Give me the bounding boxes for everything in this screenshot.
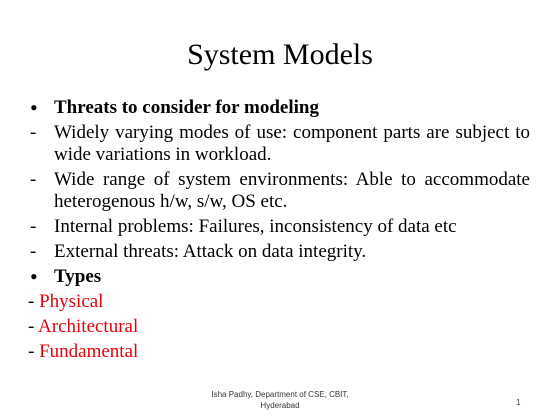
dash-marker: -	[28, 291, 40, 312]
page-number: 1	[516, 398, 521, 407]
bullet-marker: •	[30, 95, 38, 120]
list-item-text: External threats: Attack on data integrity.	[54, 241, 367, 262]
list-item-text: Widely varying modes of use: component parts are subject to wide variations in workload.	[54, 122, 530, 165]
content-list	[30, 97, 530, 366]
list-item-text: Threats to consider for modeling	[54, 97, 319, 118]
list-item	[28, 316, 530, 338]
list-item-text: Types	[54, 266, 102, 287]
list-item-text: Internal problems: Failures, inconsistency of data etc	[54, 216, 457, 237]
type-physical: Physical	[39, 291, 104, 312]
list-item-text: Wide range of system environments: Able to accommodate heterogenous h/w, s/w, OS etc.	[54, 169, 530, 212]
dash-marker: -	[30, 169, 37, 190]
slide-title: System Models	[187, 38, 373, 71]
slide-footer: Isha Padhy, Department of CSE, CBIT, Hyderabad	[211, 390, 349, 410]
list-item	[30, 97, 530, 119]
dash-marker: -	[28, 341, 40, 362]
dash-marker: -	[28, 316, 39, 337]
list-item	[30, 241, 530, 263]
type-fundamental: Fundamental	[39, 341, 139, 362]
bullet-marker: •	[30, 264, 38, 289]
dash-marker: -	[30, 122, 37, 143]
list-item	[30, 216, 530, 238]
list-item	[28, 291, 530, 313]
list-item	[30, 266, 530, 288]
dash-marker: -	[30, 216, 37, 237]
dash-marker: -	[30, 241, 37, 262]
type-architectural: Architectural	[38, 316, 139, 337]
list-item	[28, 341, 530, 363]
list-item	[30, 122, 530, 166]
list-item	[30, 169, 530, 213]
